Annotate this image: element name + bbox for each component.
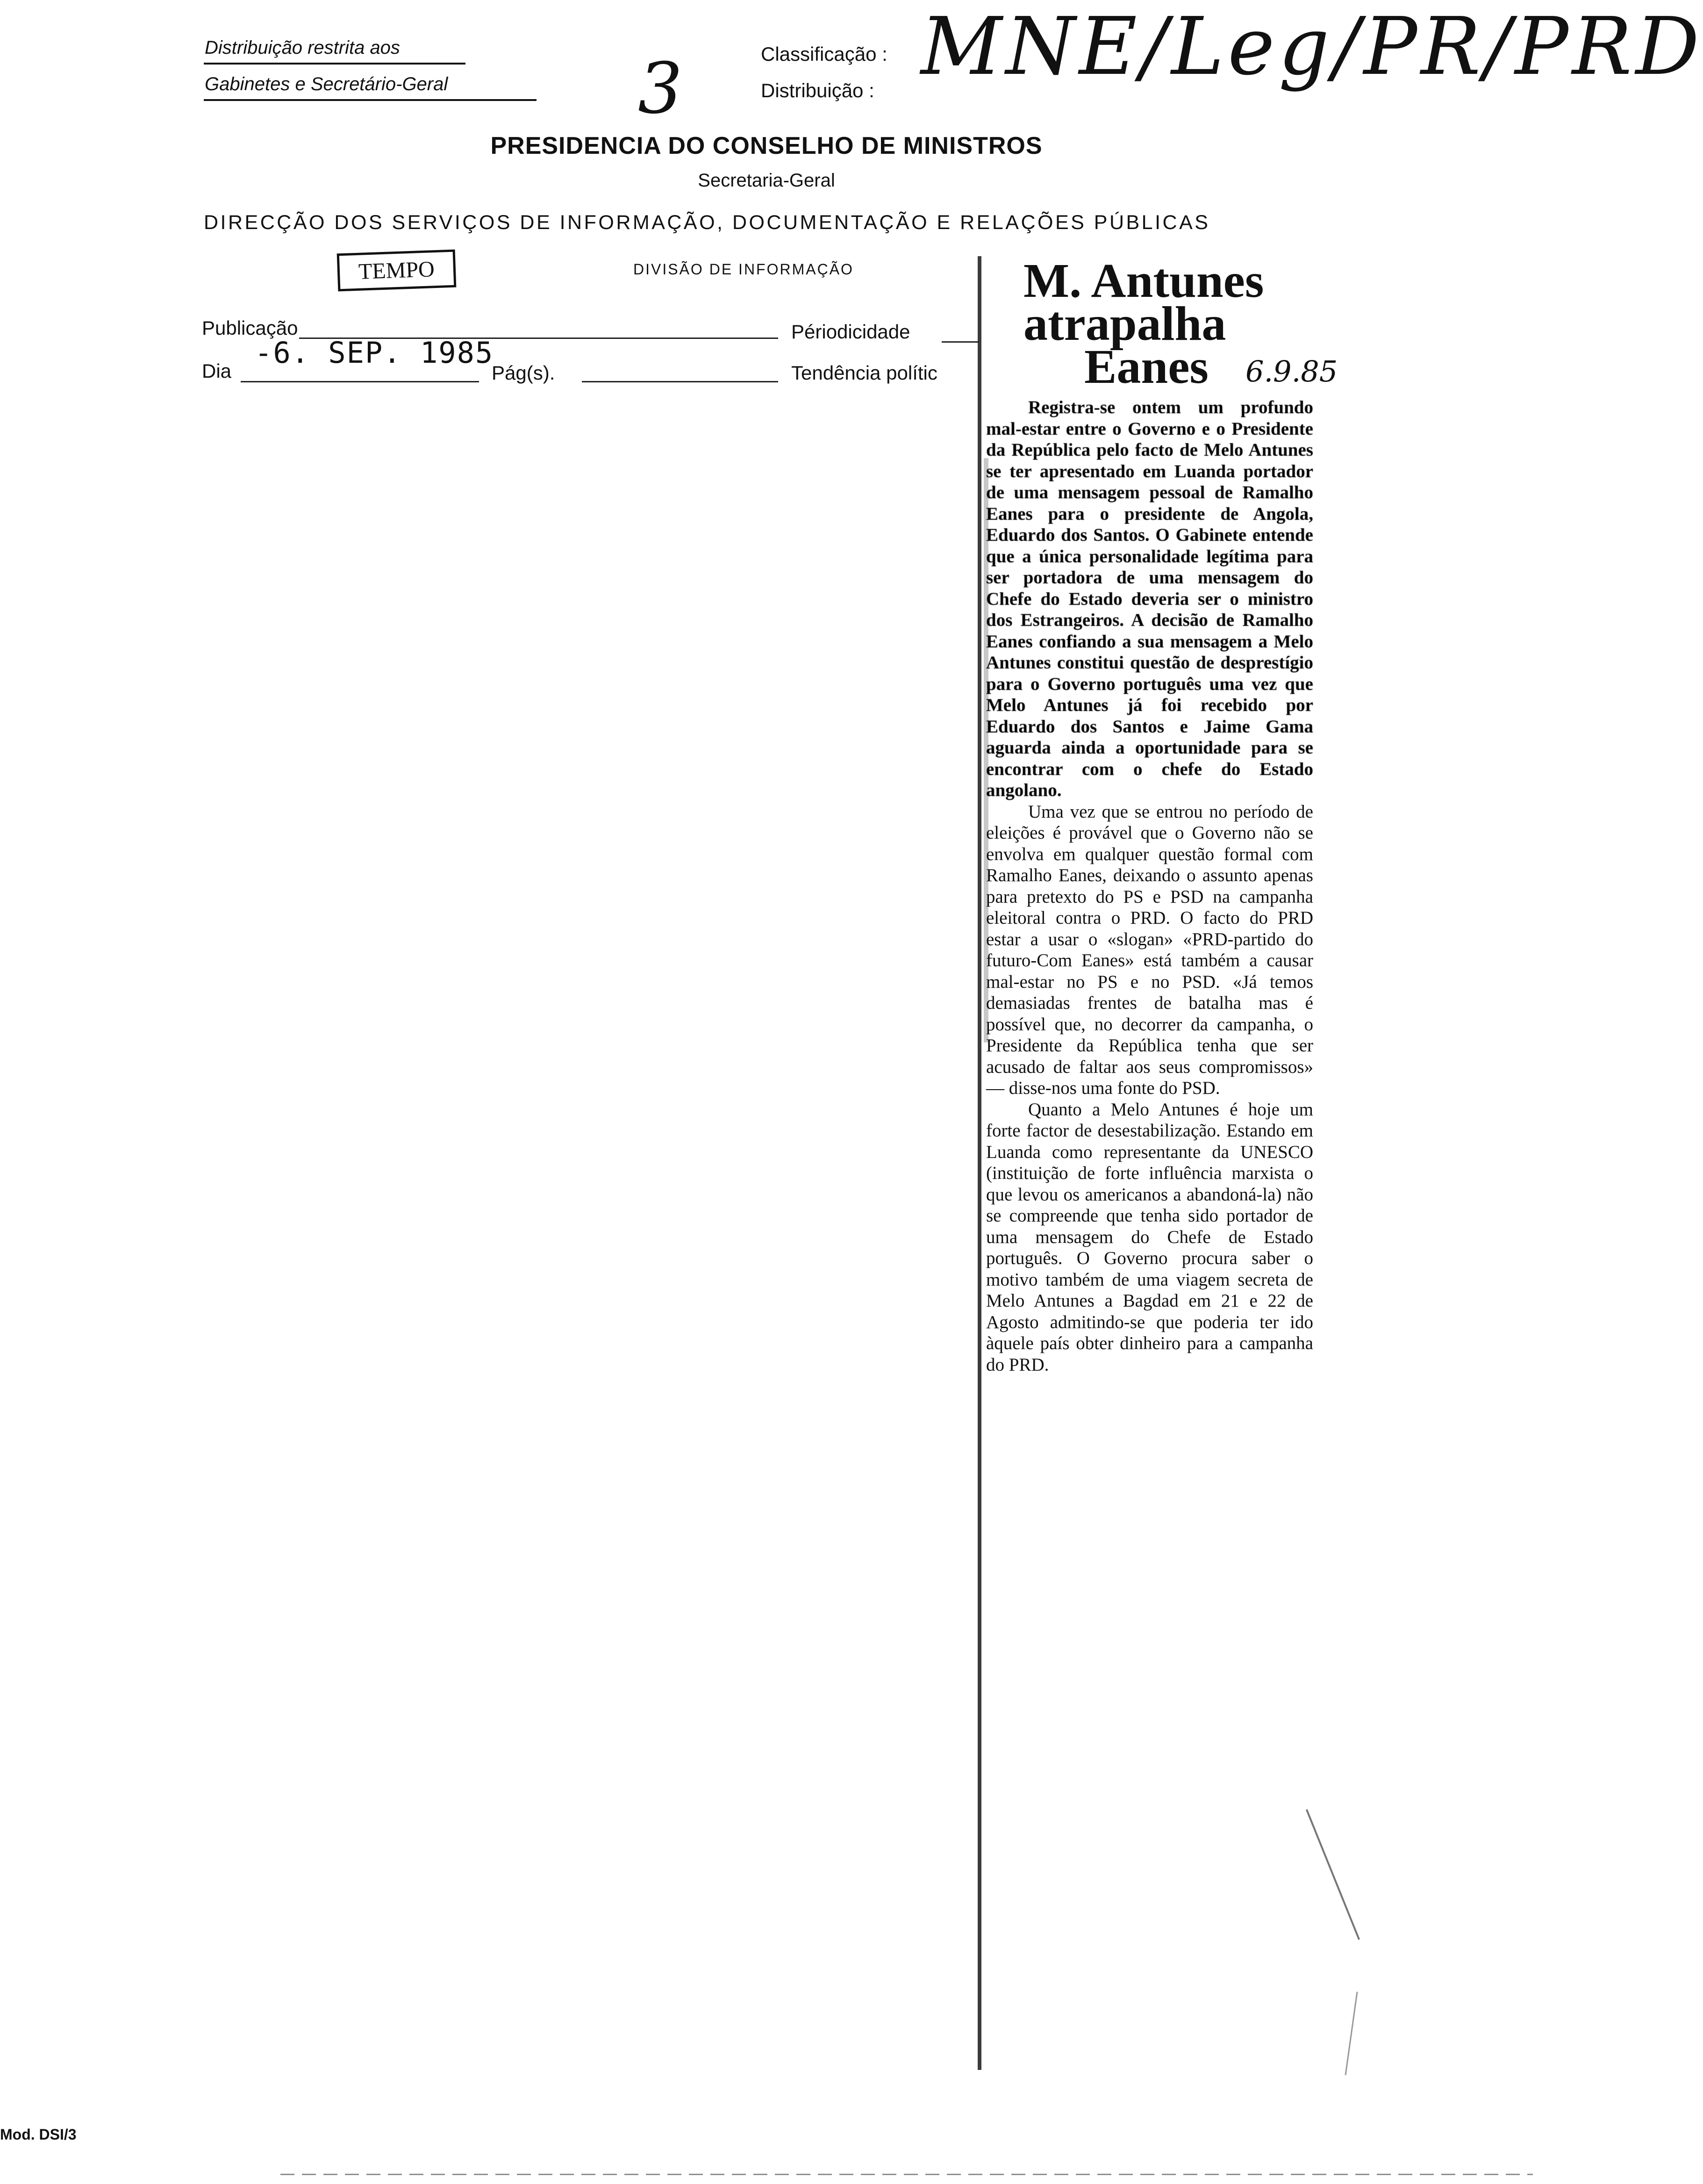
handwritten-classification: MNE/Leg/PR/PRD: [921, 0, 1703, 93]
publicacao-label: Publicação: [202, 317, 298, 339]
secretaria-geral: Secretaria-Geral: [698, 170, 835, 191]
form-model-number: Mod. DSI/3: [0, 2126, 77, 2143]
division: DIVISÃO DE INFORMAÇÃO: [633, 261, 854, 278]
scan-bottom-edge: [280, 2174, 1533, 2175]
directorate: DIRECÇÃO DOS SERVIÇOS DE INFORMAÇÃO, DOCUMENTAÇÃO E RELAÇÕES PÚBLICAS: [204, 211, 1210, 234]
handwritten-number: 3: [638, 48, 683, 129]
pencil-mark: [1345, 1992, 1358, 2076]
handwritten-date: 6.9.85: [1245, 354, 1338, 388]
publication-stamp: TEMPO: [337, 250, 456, 292]
restricted-distribution-line1: Distribuição restrita aos: [205, 37, 400, 58]
headline-line2: atrapalha: [1023, 297, 1226, 351]
article-paragraph-3: Quanto a Melo Antunes é hoje um forte factor de desestabilização. Estando em Luanda como representante da UNESCO (instituição de forte influência marxista o que levou os americanos a abandoná-la) não se compreende que tenha sido portador de uma mensagem do Chefe de Estado português. O Governo procura saber o motivo também de uma viagem secreta de Melo Antunes a Bagdad em 21 e 22 de Agosto admitindo-se que poderia ter ido àquele país obter dinheiro para a campanha do PRD.: [986, 1099, 1313, 1375]
classificacao-label: Classificação :: [761, 43, 887, 65]
clipping-left-edge: [978, 256, 981, 2070]
dia-line: [241, 381, 479, 382]
pencil-mark: [1306, 1809, 1360, 1940]
distribuicao-label: Distribuição :: [761, 79, 874, 101]
headline-line3-wrap: [986, 340, 1338, 394]
divider: [204, 99, 537, 101]
article-headline: [986, 254, 1338, 394]
periodicidade-label: Périodicidade: [791, 321, 910, 343]
newspaper-clipping: [986, 254, 1338, 1375]
institution-name: PRESIDENCIA DO CONSELHO DE MINISTROS: [490, 132, 1043, 159]
date-stamp: -6. SEP. 1985: [255, 336, 494, 370]
article-paragraph-2: Uma vez que se entrou no período de eleições é provável que o Governo não se envolva em qualquer questão formal com Ramalho Eanes, deixando o assunto apenas para pretexto do PS e PSD na campanha eleitoral contra o PRD. O facto do PRD estar a usar o «slogan» «PRD-partido do futuro-Com Eanes» está também a causar mal-estar no PS e no PSD. «Já temos demasiadas frentes de batalha mas é possível que, no decorrer da campanha, o Presidente da República tenha que ser acusado de faltar aos seus compromissos» — disse-nos uma fonte do PSD.: [986, 801, 1313, 1098]
periodicidade-line: [942, 341, 979, 343]
restricted-distribution-line2: Gabinetes e Secretário-Geral: [205, 74, 448, 94]
divider: [204, 63, 465, 65]
pags-line: [582, 381, 778, 382]
headline-line1: M. Antunes: [1023, 254, 1264, 308]
headline-line3: Eanes: [1084, 340, 1209, 394]
tendencia-label: Tendência polític: [791, 362, 937, 384]
dia-label: Dia: [202, 360, 232, 382]
pags-label: Pág(s).: [492, 362, 555, 384]
article-paragraph-1: Registra-se ontem um profundo mal-estar entre o Governo e o Presidente da República pelo facto de Melo Antunes se ter apresentado em Luanda portador de uma mensagem pessoal de Ramalho Eanes para o presidente de Angola, Eduardo dos Santos. O Gabinete entende que a única personalidade legítima para ser portadora de uma mensagem do Chefe do Estado deveria ser o ministro dos Estrangeiros. A decisão de Ramalho Eanes confiando a sua mensagem a Melo Antunes constitui questão de desprestígio para o Governo português uma vez que Melo Antunes já foi recebido por Eduardo dos Santos e Jaime Gama aguarda ainda a oportunidade para se encontrar com o chefe do Estado angolano.: [986, 397, 1313, 800]
